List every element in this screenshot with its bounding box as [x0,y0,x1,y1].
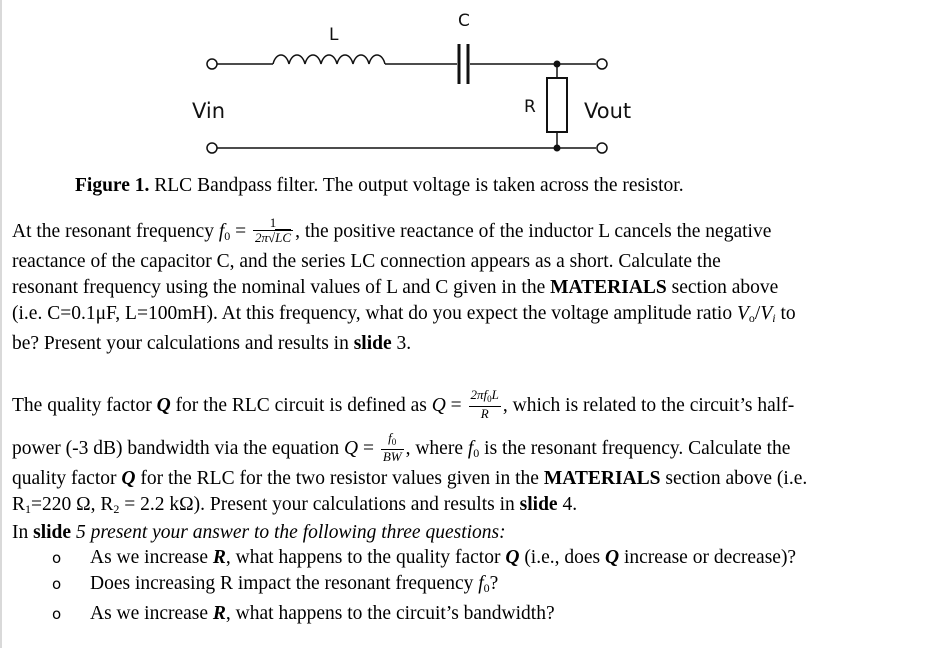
list-item: o Does increasing R impact the resonant frequency $f_0$? [52,573,499,595]
resonance-paragraph: At the resonant frequency $f_0$ = $\frac{1}{2\pi√LC}$ , the positive reactance of the inductor L cancels the negative reactance of the capacitor C, and the series LC connection appears as a short. Calculate the resonant frequency using the nominal values of L and C given in the MATERIALS section above (i.e. C=0.1μF, L=100mH). At this frequency, what do you expect the voltage amplitude ratio $V_o/Vi$ to be? Present your calculations and results in slide 3. [12,215,796,354]
output-terminal-bottom [597,143,607,153]
caption-text: RLC Bandpass filter. The output voltage is taken across the resistor. [149,175,684,196]
caption-label: Figure 1. [75,175,150,196]
output-label: Vout [584,99,632,123]
input-terminal-bottom [207,143,217,153]
inductor-label: L [329,25,339,45]
resistor-symbol [547,78,567,132]
inductor-symbol [273,55,385,64]
output-terminal-top [597,59,607,69]
list-item: o As we increase R, what happens to the circuit’s bandwidth? [0,601,796,627]
resonance-formula-fraction: $\frac{1}{2\pi√LC}$ [255,215,292,245]
capacitor-label: C [458,11,470,31]
resistor-label: R [524,97,536,117]
input-terminal-top [207,59,217,69]
bandwidth-fraction: $\frac{f_0}{BW}$ [382,430,402,464]
rlc-circuit-diagram [0,0,943,170]
quality-factor-fraction: $\frac{2\pi f_0L}{R}$ [470,387,499,421]
questions-list [0,545,796,627]
input-label: Vin [192,99,226,123]
bullet-icon: o [52,549,62,567]
quality-factor-paragraph: The quality factor Q for the RLC circuit is defined as Q = $\frac{2\pi f_0L}{R}$ , which is related to the circuit’s half- power (-3 dB) bandwidth via the equation Q = $\frac{f_0}{BW}$ , where $f_0$ is the resonant frequency. Calculate the quality factor Q for the RLC for the two resistor values given in the MATERIALS section above (i.e. $R_1=220$ Ω, $R_2 = 2.2$ kΩ). Present your calculations and results in slide 4. [12,387,808,516]
junction-node-bottom [554,145,561,152]
list-item: o As we increase R, what happens to the quality factor Q (i.e., does Q increase or decrease)? [0,545,796,571]
figure-caption [75,173,935,199]
bullet-icon: o [52,605,62,623]
bullet-icon: o [52,575,62,593]
questions-intro: In slide 5 present your answer to the following three questions: [12,522,506,543]
